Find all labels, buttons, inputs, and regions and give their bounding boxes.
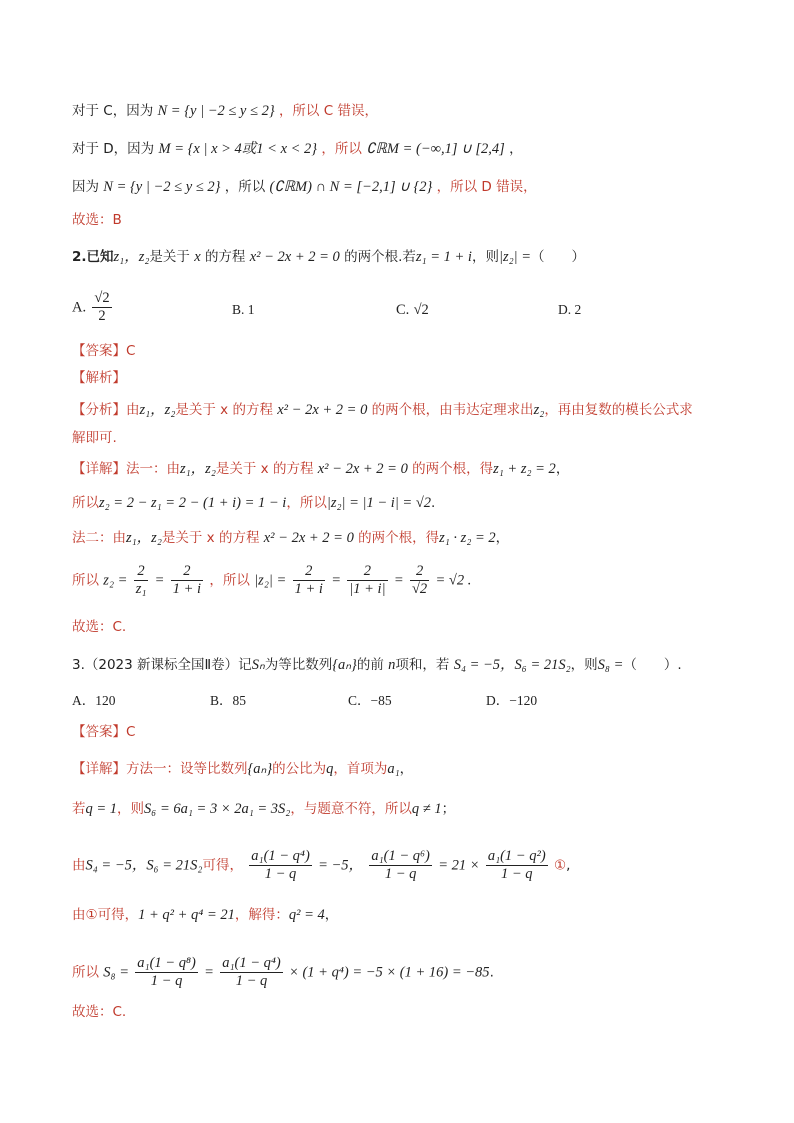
solution-line-intersection: 因为 N = {y | −2 ≤ y ≤ 2} ，所以 (∁ℝM) ∩ N = [−2,1] ∪ {2} ，所以 D 错误， bbox=[72, 179, 537, 195]
question-3-stem: 3.（2023 新课标全国Ⅱ卷）记Sₙ为等比数列{aₙ}的前 n项和，若 S₄ = −5，S₆ = 21S₂，则S₈ =（ ）. bbox=[72, 657, 682, 673]
q3-detail-line: 【详解】方法一：设等比数列{aₙ}的公比为q，首项为a₁， bbox=[72, 761, 414, 777]
option-d: D. 2 bbox=[558, 302, 582, 317]
option-c: C. √2 bbox=[396, 302, 429, 318]
question-2-stem: 2.已知z₁，z₂是关于 x 的方程 x² − 2x + 2 = 0 的两个根.若z₁ = 1 + i，则|z₂| =（ ） bbox=[72, 249, 586, 265]
complement-m-expression: ∁ℝM = (−∞,1] ∪ [2,4] bbox=[366, 141, 505, 157]
q3-case-q1: 若q = 1，则S₆ = 6a₁ = 3 × 2a₁ = 3S₂，与题意不符，所以q ≠ 1； bbox=[72, 801, 456, 817]
detail-method-2-result: 所以 z₂ = $\frac{2}{\text{z₁}}$ = $\frac{2}{1 + i}$ ，所以 |z₂| = $\frac{2}{1 + i}$ = $\frac{2}{|1 + i|}$ = $\frac{2}{√2}$ = √2 . bbox=[72, 563, 472, 597]
q3-choice-line: 故选：C. bbox=[72, 1004, 127, 1020]
analysis-line-2: 解即可. bbox=[72, 430, 117, 446]
solution-line-c: 对于 C，因为 N = {y | −2 ≤ y ≤ 2} ，所以 C 错误， bbox=[72, 103, 378, 119]
set-n-expression: N = {y | −2 ≤ y ≤ 2} bbox=[157, 103, 275, 119]
intersection-expression: (∁ℝM) ∩ N = [−2,1] ∪ {2} bbox=[269, 179, 433, 195]
q3-solve-line: 由①可得，1 + q² + q⁴ = 21，解得：q² = 4， bbox=[72, 907, 339, 923]
choice-b-line: 故选：B bbox=[72, 212, 122, 228]
solution-line-d: 对于 D，因为 M = {x | x > 4或1 < x < 2} ，所以 ∁ℝM = (−∞,1] ∪ [2,4] ， bbox=[72, 141, 523, 157]
q3-option-b: B．85 bbox=[210, 693, 247, 708]
option-a: A. $\frac{√2}{2}$ bbox=[72, 290, 110, 324]
option-a-fraction: $\frac{√2}{2}$ bbox=[94, 290, 110, 324]
detail-method-2: 法二：由z₁，z₂是关于 x 的方程 x² − 2x + 2 = 0 的两个根，得z₁ · z₂ = 2， bbox=[72, 530, 510, 546]
q3-answer-label: 【答案】C bbox=[72, 724, 136, 740]
quadratic-equation: x² − 2x + 2 = 0 bbox=[249, 249, 340, 265]
q3-result-line: 所以 S₈ = $\frac{\text{a₁(1 − q⁸)}}{1 - q}$ = $\frac{\text{a₁(1 − q⁴)}}{1 - q}$ × (1 + q⁴) = −5 × (1 + 16) = −85. bbox=[72, 955, 494, 989]
set-m-expression: M = {x | x > 4或1 < x < 2} bbox=[158, 141, 318, 157]
q3-option-a: A．120 bbox=[72, 693, 116, 708]
detail-method-1: 【详解】法一：由z₁，z₂是关于 x 的方程 x² − 2x + 2 = 0 的两个根，得z₁ + z₂ = 2， bbox=[72, 461, 570, 477]
circled-one-marker: ① bbox=[553, 857, 567, 874]
q3-equations: 由S₄ = −5，S₆ = 21S₂可得， $\frac{\text{a₁(1 − q⁴)}}{1 - q}$ = −5， $\frac{\text{a₁(1 − q⁶)}}{1 - q}$ = 21 × $\frac{\text{a₁(1 − q²)}}{1 - q}$ ①, bbox=[72, 848, 571, 882]
option-b: B. 1 bbox=[232, 302, 255, 317]
answer-label: 【答案】C bbox=[72, 343, 136, 359]
q3-option-d: D．−120 bbox=[486, 693, 538, 708]
analysis-label: 【解析】 bbox=[72, 370, 126, 386]
choice-c-line: 故选：C. bbox=[72, 619, 127, 635]
analysis-line-1: 【分析】由z₁，z₂是关于 x 的方程 x² − 2x + 2 = 0 的两个根，由韦达定理求出z₂，再由复数的模长公式求 bbox=[72, 402, 693, 418]
detail-method-1-result: 所以z₂ = 2 − z₁ = 2 − (1 + i) = 1 − i，所以|z₂| = |1 − i| = √2. bbox=[72, 495, 436, 511]
q3-option-c: C．−85 bbox=[348, 693, 392, 708]
